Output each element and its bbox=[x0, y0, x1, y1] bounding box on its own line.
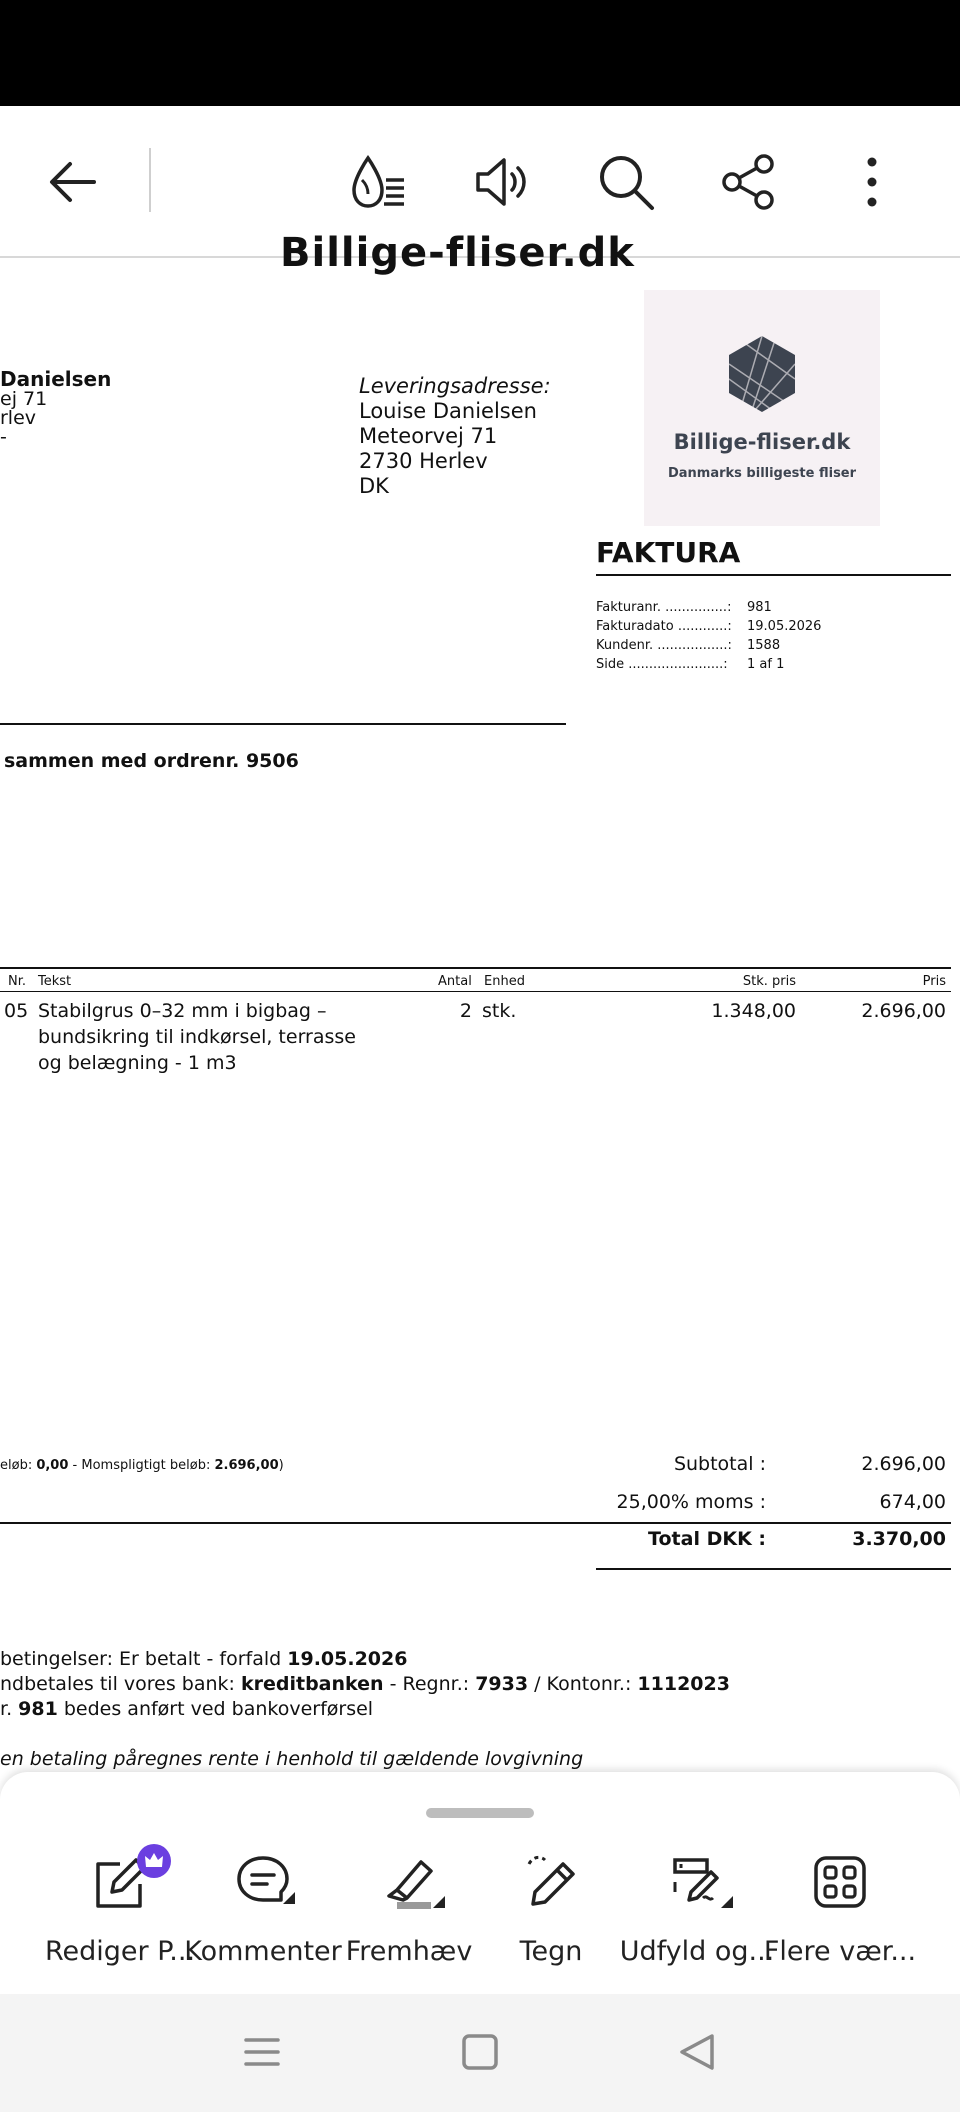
customer-name: Danielsen bbox=[0, 367, 112, 391]
terms-line1-text: betingelser: Er betalt - forfald bbox=[0, 1648, 288, 1670]
meta-label: Kundenr. .................: bbox=[596, 638, 732, 653]
tool-label: Flere vær... bbox=[763, 1936, 917, 1967]
col-header-tekst: Tekst bbox=[38, 974, 72, 989]
interest-note: en betaling påregnes rente i henhold til gældende lovgivning bbox=[0, 1748, 584, 1770]
vat-note-suffix: ) bbox=[278, 1458, 284, 1473]
vat-note-prefix: eløb: bbox=[0, 1458, 37, 1473]
tool-comment[interactable] bbox=[184, 1852, 342, 1982]
fill-sign-icon bbox=[667, 1852, 727, 1912]
bank-name: kreditbanken bbox=[240, 1673, 384, 1695]
total-value: 3.370,00 bbox=[852, 1528, 946, 1550]
tile-logo-icon bbox=[722, 334, 802, 414]
invoice-ref-number: 981 bbox=[18, 1698, 58, 1720]
row-antal: 2 bbox=[459, 1000, 472, 1022]
account-number: 1112023 bbox=[637, 1673, 730, 1695]
col-header-antal: Antal bbox=[438, 974, 472, 989]
col-header-stk-pris: Stk. pris bbox=[742, 974, 796, 989]
reading-mode-icon[interactable] bbox=[346, 150, 410, 214]
meta-value: 981 bbox=[747, 600, 772, 615]
store-title: Billige-fliser.dk bbox=[280, 230, 635, 276]
table-header-line bbox=[0, 991, 951, 992]
back-nav-icon[interactable] bbox=[668, 2022, 728, 2082]
customer-line-1: ej 71 bbox=[0, 388, 48, 410]
vat-value: 674,00 bbox=[879, 1491, 946, 1513]
section-divider bbox=[0, 723, 566, 725]
terms-line3-prefix: r. bbox=[0, 1698, 19, 1720]
row-pris: 2.696,00 bbox=[861, 1000, 946, 1022]
customer-line-3: - bbox=[0, 426, 7, 448]
reg-number: 7933 bbox=[475, 1673, 529, 1695]
share-icon[interactable] bbox=[716, 150, 780, 214]
vat-note-mid: - Momspligtigt beløb: bbox=[68, 1458, 215, 1473]
vat-label: 25,00% moms : bbox=[616, 1491, 766, 1513]
payment-terms bbox=[0, 1648, 407, 1670]
company-logo bbox=[644, 290, 880, 526]
delivery-city: 2730 Herlev bbox=[359, 449, 488, 473]
terms-line2-mid: - Regnr.: bbox=[383, 1673, 476, 1695]
invoice-ref-note bbox=[0, 1698, 373, 1720]
due-date: 19.05.2026 bbox=[287, 1648, 408, 1670]
row-enhed: stk. bbox=[482, 1000, 517, 1022]
total-underline bbox=[596, 1568, 951, 1570]
tool-label: Rediger P... bbox=[44, 1936, 196, 1967]
subtotal-value: 2.696,00 bbox=[861, 1453, 946, 1475]
row-stk-pris: 1.348,00 bbox=[711, 1000, 796, 1022]
meta-label: Side .......................: bbox=[596, 657, 728, 672]
customer-line-2: rlev bbox=[0, 407, 37, 429]
system-nav-bar bbox=[0, 1994, 960, 2112]
col-header-pris: Pris bbox=[922, 974, 946, 989]
meta-value: 1588 bbox=[747, 638, 781, 653]
vat-taxable-amount: 2.696,00 bbox=[214, 1458, 279, 1473]
tool-label: Tegn bbox=[519, 1936, 583, 1967]
tool-draw[interactable] bbox=[476, 1852, 626, 1982]
draw-icon bbox=[521, 1852, 581, 1912]
toolbar-divider bbox=[149, 148, 151, 212]
invoice-title-underline bbox=[596, 574, 951, 576]
tool-label: Fremhæv bbox=[345, 1936, 473, 1967]
tools-bottom-sheet bbox=[0, 1772, 960, 1994]
vat-free-amount: 0,00 bbox=[36, 1458, 69, 1473]
logo-name: Billige-fliser.dk bbox=[673, 430, 851, 454]
row-nr: 05 bbox=[4, 1000, 29, 1022]
meta-value: 1 af 1 bbox=[747, 657, 785, 672]
sheet-drag-handle[interactable] bbox=[426, 1808, 534, 1818]
tool-label: Udfyld og... bbox=[619, 1936, 775, 1967]
logo-tagline: Danmarks billigeste fliser bbox=[667, 466, 857, 481]
col-header-nr: Nr. bbox=[8, 974, 27, 989]
meta-value: 19.05.2026 bbox=[747, 619, 822, 634]
total-label: Total DKK : bbox=[648, 1528, 766, 1550]
premium-crown-icon bbox=[137, 1844, 171, 1878]
terms-line2-text: ndbetales til vores bank: bbox=[0, 1673, 241, 1695]
home-icon[interactable] bbox=[450, 2022, 510, 2082]
meta-label: Fakturadato ............: bbox=[596, 619, 732, 634]
order-reference: sammen med ordrenr. 9506 bbox=[4, 750, 299, 772]
totals-line bbox=[0, 1522, 951, 1524]
row-text-line: og belægning - 1 m3 bbox=[38, 1052, 237, 1074]
invoice-title: FAKTURA bbox=[596, 536, 741, 569]
terms-line3-suffix: bedes anført ved bankoverførsel bbox=[57, 1698, 374, 1720]
status-bar bbox=[0, 0, 960, 106]
back-arrow-icon[interactable] bbox=[42, 150, 106, 214]
delivery-country: DK bbox=[359, 474, 389, 498]
row-text-line: bundsikring til indkørsel, terrasse bbox=[38, 1026, 356, 1048]
row-text-line: Stabilgrus 0–32 mm i bigbag – bbox=[38, 1000, 327, 1022]
more-tools-icon bbox=[810, 1852, 870, 1912]
delivery-name: Louise Danielsen bbox=[359, 399, 537, 423]
tool-label: Kommenter bbox=[184, 1936, 342, 1967]
bank-info bbox=[0, 1673, 730, 1695]
comment-icon bbox=[233, 1852, 293, 1912]
tool-edit-pdf[interactable] bbox=[45, 1852, 195, 1982]
delivery-street: Meteorvej 71 bbox=[359, 424, 498, 448]
tool-more-tools[interactable] bbox=[765, 1852, 915, 1982]
pdf-page[interactable] bbox=[0, 230, 960, 1770]
meta-label: Fakturanr. ...............: bbox=[596, 600, 732, 615]
search-icon[interactable] bbox=[594, 150, 658, 214]
recent-apps-icon[interactable] bbox=[232, 2022, 292, 2082]
terms-line2-sep: / Kontonr.: bbox=[528, 1673, 638, 1695]
tool-highlight[interactable] bbox=[334, 1852, 484, 1982]
delivery-label: Leveringsadresse: bbox=[359, 374, 551, 398]
table-top-line bbox=[0, 967, 951, 969]
col-header-enhed: Enhed bbox=[484, 974, 525, 989]
tool-fill-sign[interactable] bbox=[619, 1852, 775, 1982]
highlight-icon bbox=[379, 1852, 439, 1912]
read-aloud-icon[interactable] bbox=[470, 150, 534, 214]
more-vertical-icon[interactable] bbox=[840, 150, 904, 214]
subtotal-label: Subtotal : bbox=[673, 1453, 766, 1475]
vat-note bbox=[0, 1458, 284, 1473]
